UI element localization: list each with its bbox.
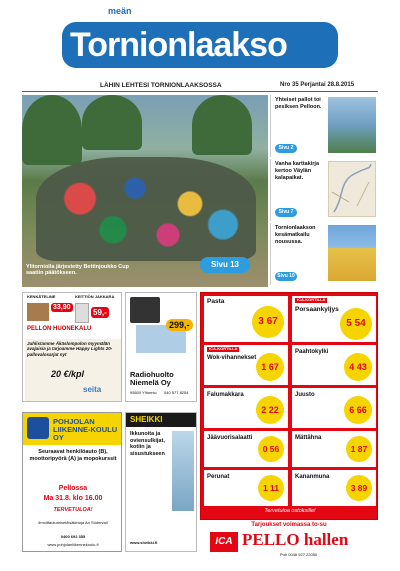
pello-phone: Puh 0046 927 22050	[280, 552, 318, 557]
deal-name: Juusto	[295, 392, 315, 398]
autokoulu-web[interactable]: www.pohjolanliikennekoulu.fi	[47, 542, 99, 547]
side-story-text: Vanha karttakirja kertoo Väylän kalapaikat.	[275, 161, 320, 181]
deal-price: 1 87	[346, 436, 372, 462]
ad-tag-2: KEITTIÖN JAKKARA	[75, 294, 115, 299]
radiohuolto-ad[interactable]	[125, 292, 197, 402]
price-1: 33,90	[53, 304, 71, 311]
masthead-kicker: meän	[108, 6, 132, 16]
main-photo[interactable]	[22, 95, 268, 287]
autokoulu-date: Ma 31.8. klo 16.00	[43, 495, 103, 502]
autokoulu-phone: 0400 692 355	[60, 534, 86, 539]
radio-address: 95600 Ylitornio	[130, 390, 157, 395]
side-story-1[interactable]	[270, 95, 378, 157]
autokoulu-body: Seuraavat henkilöauto (B), moottoripyörä (A) ja mopokurssit	[29, 449, 117, 462]
side-story-page[interactable]: Sivu 2	[275, 144, 297, 153]
main-photo-page-link[interactable]: Sivu 13	[200, 257, 250, 273]
promo-text: Juhlistamme Äkäslompolon myymälän avajaisia ja tarjoamme Happy Lights 20-pallovalosarjat nyt	[27, 341, 113, 357]
stool-image	[75, 303, 89, 323]
deal-name: Falumakkara	[207, 392, 244, 398]
promo-price: 20 €/kpl	[51, 369, 85, 379]
map-image	[328, 161, 376, 217]
deal-price: 3 89	[346, 475, 372, 501]
autokoulu-logo-icon	[27, 417, 49, 439]
autokoulu-place: Pellossa	[58, 485, 88, 492]
tourist-image	[328, 225, 376, 281]
radio-brand: Radiohuolto Niemelä Oy	[130, 370, 174, 387]
deal-name: Wok-vihannekset	[207, 355, 257, 361]
deal-price: 1 11	[258, 475, 284, 501]
side-story-2[interactable]	[270, 159, 378, 221]
deal-price: 4 43	[344, 353, 372, 381]
pesis-image	[328, 97, 376, 153]
deal-box[interactable]	[204, 296, 288, 342]
side-story-page[interactable]: Sivu 10	[275, 272, 297, 281]
side-story-text: Tornionlaakson kesämatkailu nousussa.	[275, 225, 316, 245]
autokoulu-ad[interactable]	[22, 412, 122, 552]
deal-box[interactable]	[204, 388, 288, 428]
window-image	[172, 431, 194, 511]
deal-price: 5 54	[340, 308, 372, 340]
sheikki-ad[interactable]	[125, 412, 197, 552]
deal-price: 6 66	[344, 396, 372, 424]
header-rule	[22, 91, 378, 92]
deal-box[interactable]	[204, 345, 288, 385]
deal-name: Mättähna	[295, 435, 322, 441]
issue-info: Nro 35 Perjantai 28.8.2015	[280, 82, 355, 88]
huonekalu-brand: PELLON HUONEKALU	[27, 326, 92, 332]
seita-logo: seita	[83, 385, 102, 394]
deal-box[interactable]	[292, 345, 376, 385]
tv-image	[130, 297, 160, 323]
ad-tag-1: KENKÄTELINE	[27, 294, 56, 299]
deal-box[interactable]	[204, 470, 288, 506]
deal-name: Pasta	[207, 298, 225, 305]
deal-name: Porsaankyljys	[295, 306, 339, 313]
side-story-3[interactable]	[270, 223, 378, 285]
price-2: 59,-	[93, 308, 107, 317]
autokoulu-name: POHJOLAN LIIKENNE-KOULU OY	[53, 417, 118, 442]
radio-phone: 040 577 8254	[164, 390, 189, 395]
deal-box[interactable]	[204, 431, 288, 467]
sheikki-web[interactable]: www.sheikki.fi	[130, 540, 158, 545]
deal-box[interactable]	[292, 388, 376, 428]
side-story-text: Yhteiset pallot toi pesiksen Pelloon.	[275, 97, 322, 110]
radio-price: 299,-	[166, 319, 193, 331]
sheikki-brand: SHEIKKI	[130, 415, 163, 424]
huonekalu-ad[interactable]	[22, 292, 122, 402]
deal-name: Perunat	[207, 474, 230, 480]
deal-price: 3 67	[252, 306, 284, 338]
team-group-image	[36, 157, 256, 261]
masthead-subline: LÄHIN LEHTESI TORNIONLAAKSOSSA	[100, 82, 222, 89]
side-story-page[interactable]: Sivu 7	[275, 208, 297, 217]
deal-box[interactable]	[292, 296, 376, 342]
autokoulu-welcome: TERVETULOA!	[53, 507, 93, 513]
deal-name: Paahtokylki	[295, 349, 329, 355]
deal-box[interactable]	[292, 431, 376, 467]
deal-price: 0 56	[258, 436, 284, 462]
masthead-title: Tornionlaakso	[70, 26, 287, 64]
main-photo-caption: Ylitorniolla järjestetty Bettinjoukko Cup saatiin päätökseen.	[26, 263, 129, 277]
pello-store-name: PELLO hallen	[242, 530, 349, 549]
pello-ad[interactable]	[200, 292, 378, 520]
pello-welcome: Tervetuloa ostoksille!	[264, 508, 316, 514]
ica-card-tag: ICA-KORTILLA	[297, 297, 326, 302]
deal-name: Kananmuna	[295, 474, 330, 480]
ica-logo: ICA	[210, 532, 238, 552]
shoe-rack-image	[27, 303, 49, 321]
deal-price: 1 67	[256, 353, 284, 381]
deal-price: 2 22	[256, 396, 284, 424]
autokoulu-info: Ilmoittautumiset/lisätietoja Ari Södervall	[38, 520, 108, 525]
offer-validity: Tarjoukset voimassa to-su	[251, 522, 327, 528]
deal-name: Jäävuorisalaatti	[207, 435, 253, 441]
deal-box[interactable]	[292, 470, 376, 506]
sheikki-body: Ikkunoita ja oviensulkijat, kotiin ja sisustukseen	[130, 431, 165, 457]
ica-card-tag: ICA-KORTILLA	[209, 346, 238, 351]
